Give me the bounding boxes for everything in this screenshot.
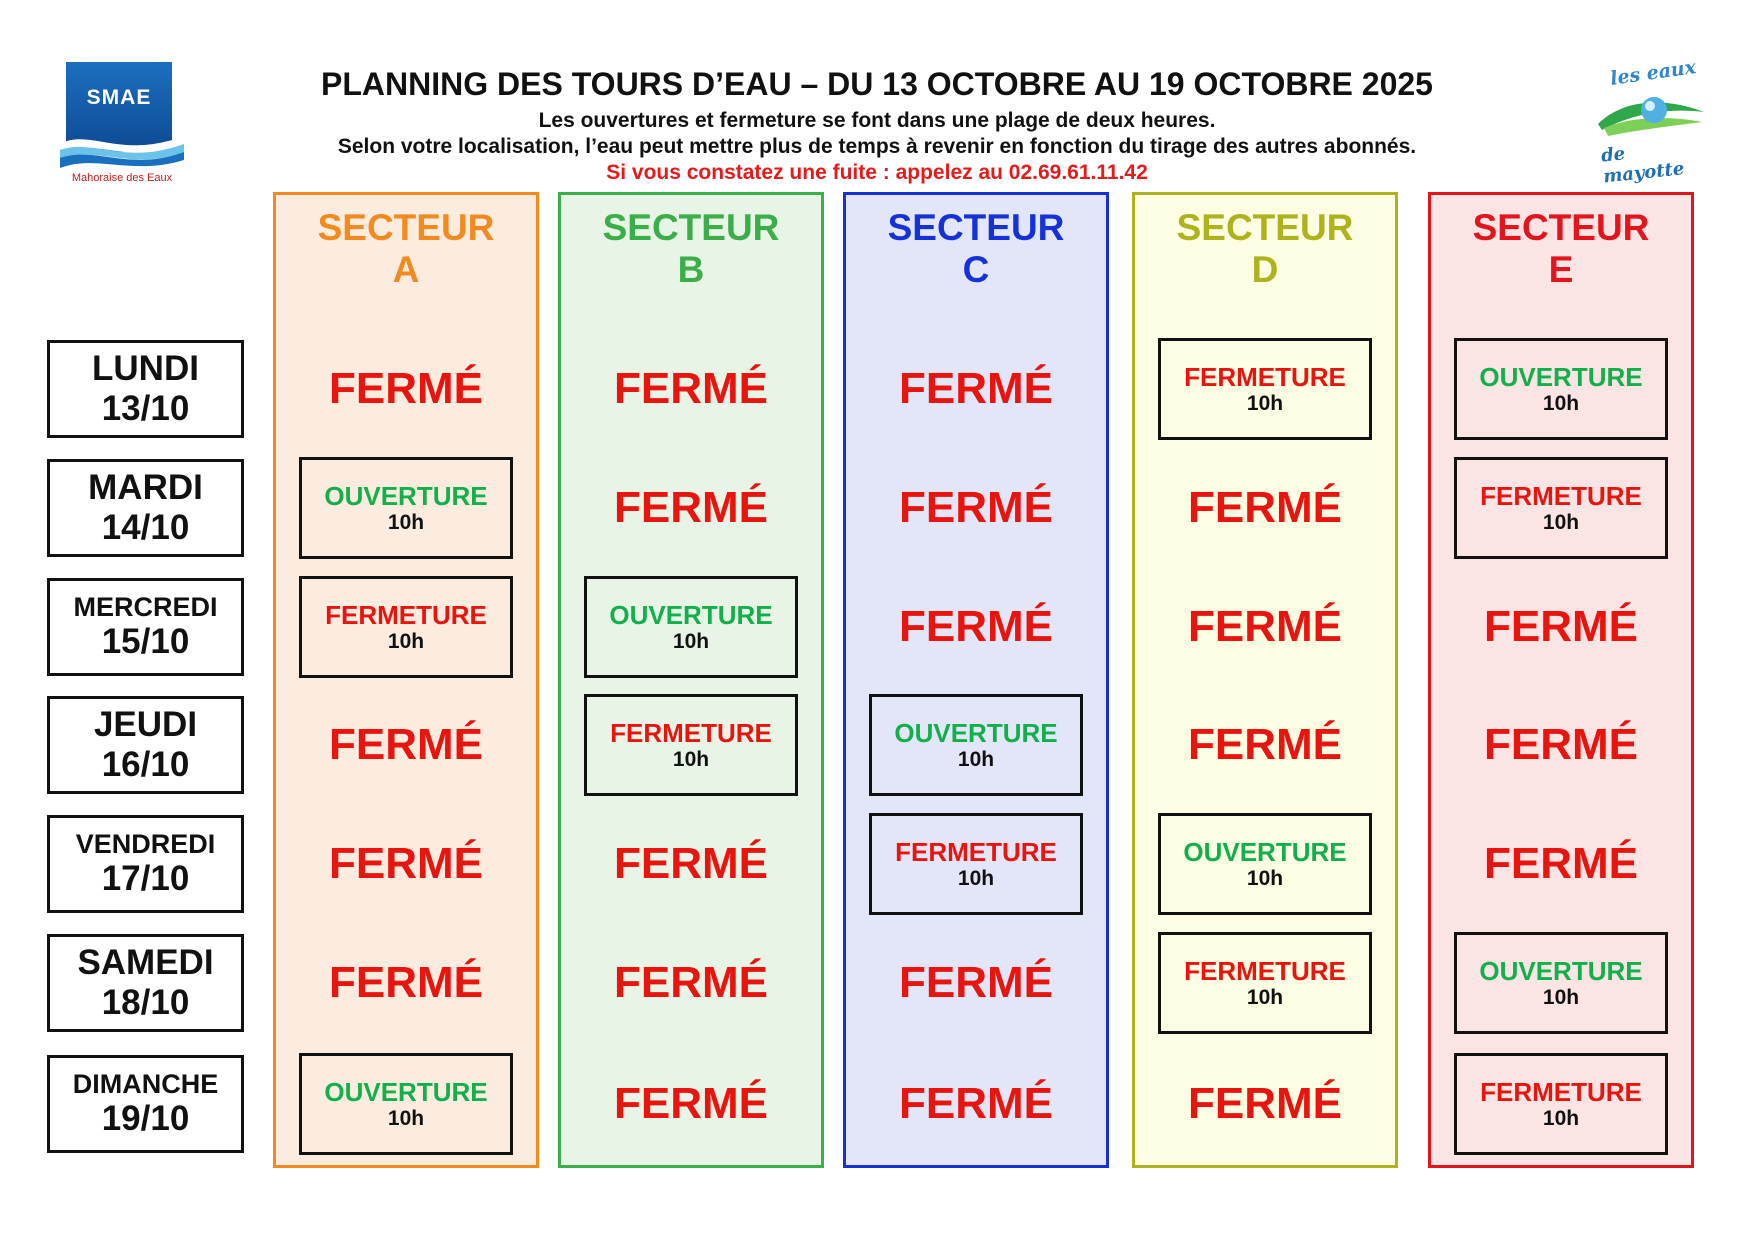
status-label: OUVERTURE: [609, 600, 773, 630]
status-ferme: FERMÉ: [1484, 602, 1638, 651]
sector-letter: C: [962, 249, 990, 290]
schedule-cell: [276, 449, 536, 567]
schedule-cell: [1431, 924, 1691, 1042]
day-name: MERCREDI: [73, 592, 218, 622]
sector-letter: B: [677, 249, 705, 290]
schedule-cell: [1431, 330, 1691, 448]
status-ferme: FERMÉ: [614, 483, 768, 532]
status-ferme: FERMÉ: [1484, 720, 1638, 769]
status-time: 10h: [1246, 867, 1284, 890]
status-ferme: FERMÉ: [1188, 1079, 1342, 1128]
status-label: FERMETURE: [895, 837, 1057, 867]
status-fermeture-box: [1158, 338, 1372, 440]
status-label: FERMETURE: [325, 600, 487, 630]
page-title: PLANNING DES TOURS D’EAU – DU 13 OCTOBRE AU 19 OCTOBRE 2025: [321, 66, 1433, 102]
day-date: 14/10: [101, 508, 190, 547]
status-time: 10h: [1542, 392, 1580, 415]
schedule-cell: [561, 924, 821, 1042]
status-ferme: FERMÉ: [329, 720, 483, 769]
status-ferme: FERMÉ: [329, 839, 483, 888]
status-ferme: FERMÉ: [899, 602, 1053, 651]
status-time: 10h: [1246, 392, 1284, 415]
schedule-cell: [846, 1045, 1106, 1163]
status-fermeture-box: [584, 694, 798, 796]
status-time: 10h: [1542, 986, 1580, 1009]
schedule-cell: [561, 1045, 821, 1163]
status-ouverture-box: [1454, 932, 1668, 1034]
sector-heading: [276, 207, 536, 291]
schedule-cell: [561, 686, 821, 804]
day-name: DIMANCHE: [72, 1069, 219, 1099]
status-ouverture-box: [299, 1053, 513, 1155]
sector-word: SECTEUR: [1176, 207, 1354, 248]
day-label-dimanche: [47, 1055, 244, 1153]
status-label: OUVERTURE: [324, 1077, 488, 1107]
status-time: 10h: [957, 748, 995, 771]
sector-column-b: [558, 192, 824, 1168]
status-time: 10h: [957, 867, 995, 890]
status-fermeture-box: [299, 576, 513, 678]
status-ferme: FERMÉ: [1188, 483, 1342, 532]
status-ouverture-box: [584, 576, 798, 678]
schedule-cell: [276, 568, 536, 686]
sector-column-e: [1428, 192, 1694, 1168]
sector-word: SECTEUR: [1472, 207, 1650, 248]
status-ferme: FERMÉ: [899, 1079, 1053, 1128]
status-ferme: FERMÉ: [1188, 720, 1342, 769]
sector-column-a: [273, 192, 539, 1168]
status-ferme: FERMÉ: [614, 958, 768, 1007]
status-ouverture-box: [1158, 813, 1372, 915]
status-label: FERMETURE: [1480, 481, 1642, 511]
sector-word: SECTEUR: [602, 207, 780, 248]
schedule-cell: [1135, 686, 1395, 804]
sector-letter: E: [1548, 249, 1574, 290]
status-fermeture-box: [1454, 1053, 1668, 1155]
status-label: FERMETURE: [1184, 956, 1346, 986]
schedule-cell: [561, 449, 821, 567]
schedule-cell: [1431, 1045, 1691, 1163]
schedule-cell: [1135, 805, 1395, 923]
day-label-mardi: [47, 459, 244, 557]
day-name: VENDREDI: [75, 829, 216, 859]
schedule-cell: [846, 686, 1106, 804]
sector-letter: D: [1251, 249, 1279, 290]
schedule-cell: [561, 330, 821, 448]
smae-tagline: Mahoraise des Eaux: [71, 172, 173, 184]
status-time: 10h: [1542, 1107, 1580, 1130]
status-ferme: FERMÉ: [1484, 839, 1638, 888]
schedule-cell: [561, 805, 821, 923]
schedule-cell: [276, 330, 536, 448]
status-time: 10h: [387, 1107, 425, 1130]
status-ferme: FERMÉ: [899, 364, 1053, 413]
day-name: JEUDI: [93, 705, 198, 744]
status-ferme: FERMÉ: [329, 364, 483, 413]
status-ferme: FERMÉ: [614, 364, 768, 413]
schedule-cell: [846, 805, 1106, 923]
sector-heading: [846, 207, 1106, 291]
status-ouverture-box: [869, 694, 1083, 796]
schedule-cell: [846, 449, 1106, 567]
schedule-cell: [1431, 568, 1691, 686]
sector-heading: [561, 207, 821, 291]
day-label-jeudi: [47, 696, 244, 794]
schedule-cell: [276, 805, 536, 923]
status-ferme: FERMÉ: [899, 483, 1053, 532]
status-fermeture-box: [869, 813, 1083, 915]
status-time: 10h: [1246, 986, 1284, 1009]
day-name: MARDI: [88, 468, 203, 507]
schedule-cell: [1135, 330, 1395, 448]
schedule-cell: [1135, 1045, 1395, 1163]
day-name: SAMEDI: [77, 943, 214, 982]
schedule-cell: [846, 924, 1106, 1042]
day-date: 16/10: [101, 745, 190, 784]
day-date: 13/10: [101, 389, 190, 428]
schedule-cell: [276, 1045, 536, 1163]
status-label: OUVERTURE: [1479, 956, 1643, 986]
schedule-cell: [1431, 805, 1691, 923]
sector-heading: [1431, 207, 1691, 291]
day-label-mercredi: [47, 578, 244, 676]
sector-word: SECTEUR: [887, 207, 1065, 248]
sector-column-d: [1132, 192, 1398, 1168]
status-time: 10h: [1542, 511, 1580, 534]
status-time: 10h: [387, 511, 425, 534]
day-label-samedi: [47, 934, 244, 1032]
sector-column-c: [843, 192, 1109, 1168]
day-date: 19/10: [101, 1099, 190, 1138]
leak-warning: Si vous constatez une fuite : appelez au 02.69.61.11.42: [606, 161, 1148, 184]
status-label: OUVERTURE: [324, 481, 488, 511]
sector-word: SECTEUR: [317, 207, 495, 248]
status-fermeture-box: [1454, 457, 1668, 559]
status-ouverture-box: [299, 457, 513, 559]
day-name: LUNDI: [92, 349, 199, 388]
status-label: FERMETURE: [1184, 362, 1346, 392]
schedule-cell: [1431, 449, 1691, 567]
mayotte-logo-bottom: de mayotte: [1600, 143, 1686, 188]
schedule-cell: [1431, 686, 1691, 804]
status-label: OUVERTURE: [894, 718, 1058, 748]
day-label-vendredi: [47, 815, 244, 913]
schedule-cell: [1135, 924, 1395, 1042]
status-label: OUVERTURE: [1183, 837, 1347, 867]
status-fermeture-box: [1158, 932, 1372, 1034]
smae-logo-name: SMAE: [86, 86, 152, 109]
day-date: 17/10: [101, 859, 190, 898]
status-time: 10h: [672, 748, 710, 771]
schedule-cell: [1135, 568, 1395, 686]
status-time: 10h: [387, 630, 425, 653]
status-label: FERMETURE: [610, 718, 772, 748]
schedule-cell: [276, 924, 536, 1042]
mayotte-logo-top: les eaux: [1608, 56, 1698, 90]
subtitle-plage-horaire: Les ouvertures et fermeture se font dans une plage de deux heures.: [538, 109, 1216, 132]
subtitle-localisation: Selon votre localisation, l’eau peut mettre plus de temps à revenir en fonction du tirage des autres abonnés.: [337, 135, 1417, 158]
day-date: 18/10: [101, 983, 190, 1022]
status-label: OUVERTURE: [1479, 362, 1643, 392]
sector-heading: [1135, 207, 1395, 291]
status-time: 10h: [672, 630, 710, 653]
status-ferme: FERMÉ: [899, 958, 1053, 1007]
day-label-lundi: [47, 340, 244, 438]
sector-letter: A: [392, 249, 420, 290]
status-ouverture-box: [1454, 338, 1668, 440]
status-ferme: FERMÉ: [614, 839, 768, 888]
schedule-cell: [276, 686, 536, 804]
status-ferme: FERMÉ: [329, 958, 483, 1007]
schedule-cell: [846, 330, 1106, 448]
schedule-cell: [561, 568, 821, 686]
status-label: FERMETURE: [1480, 1077, 1642, 1107]
schedule-cell: [846, 568, 1106, 686]
day-date: 15/10: [101, 622, 190, 661]
status-ferme: FERMÉ: [1188, 602, 1342, 651]
schedule-cell: [1135, 449, 1395, 567]
status-ferme: FERMÉ: [614, 1079, 768, 1128]
